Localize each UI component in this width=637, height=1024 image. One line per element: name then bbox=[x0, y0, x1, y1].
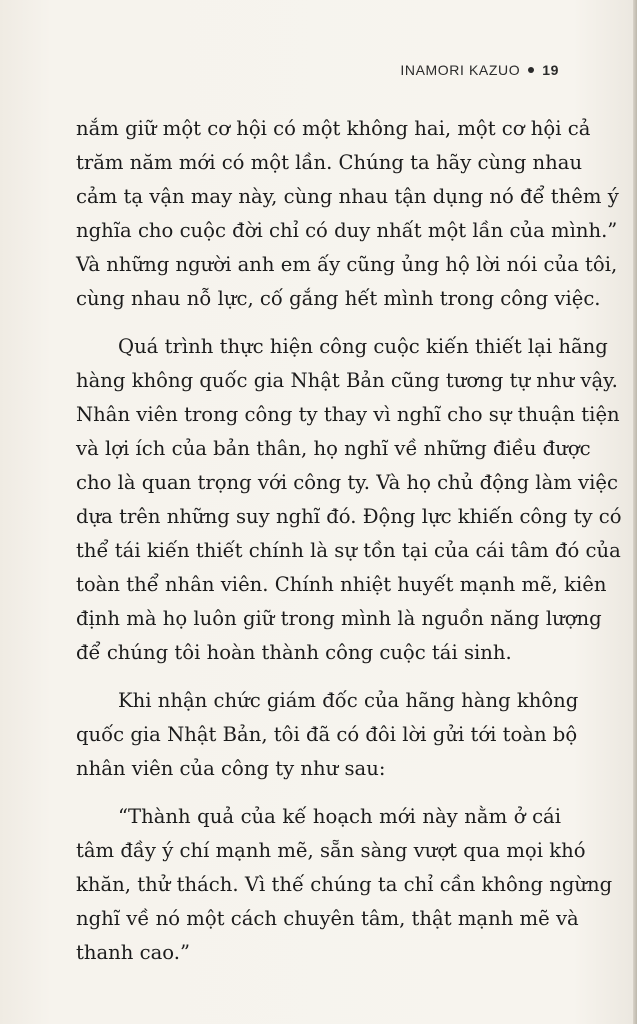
paragraph bbox=[76, 330, 622, 670]
text-line: tâm đầy ý chí mạnh mẽ, sẵn sàng vượt qua mọi khó bbox=[76, 839, 586, 862]
text-line: nghĩ về nó một cách chuyên tâm, thật mạnh mẽ và bbox=[76, 907, 579, 930]
page-number: 19 bbox=[542, 62, 559, 78]
text-line: nắm giữ một cơ hội có một không hai, một cơ hội cả bbox=[76, 117, 591, 140]
text-line: “Thành quả của kế hoạch mới này nằm ở cái bbox=[118, 805, 561, 828]
text-line: thanh cao.” bbox=[76, 941, 190, 964]
text-line: cùng nhau nỗ lực, cố gắng hết mình trong công việc. bbox=[76, 287, 601, 310]
bullet-dot-icon bbox=[528, 67, 534, 73]
page-edge bbox=[633, 0, 637, 1024]
text-line: dựa trên những suy nghĩ đó. Động lực khiến công ty có bbox=[76, 505, 622, 528]
paragraph bbox=[76, 112, 619, 316]
text-line: định mà họ luôn giữ trong mình là nguồn năng lượng bbox=[76, 607, 602, 630]
text-line: quốc gia Nhật Bản, tôi đã có đôi lời gửi tới toàn bộ bbox=[76, 723, 578, 746]
paragraph bbox=[76, 800, 613, 970]
text-line: Khi nhận chức giám đốc của hãng hàng không bbox=[118, 689, 579, 712]
author-name: INAMORI KAZUO bbox=[400, 62, 521, 78]
text-line: và lợi ích của bản thân, họ nghĩ về những điều được bbox=[76, 437, 591, 460]
text-line: thể tái kiến thiết chính là sự tồn tại của cái tâm đó của bbox=[76, 539, 621, 562]
text-line: cho là quan trọng với công ty. Và họ chủ động làm việc bbox=[76, 471, 618, 494]
text-line: cảm tạ vận may này, cùng nhau tận dụng nó để thêm ý bbox=[76, 185, 619, 208]
text-line: toàn thể nhân viên. Chính nhiệt huyết mạnh mẽ, kiên bbox=[76, 573, 607, 596]
paragraph bbox=[76, 684, 579, 786]
text-line: khăn, thử thách. Vì thế chúng ta chỉ cần không ngừng bbox=[76, 873, 613, 896]
body-text bbox=[76, 112, 622, 984]
text-line: để chúng tôi hoàn thành công cuộc tái sinh. bbox=[76, 641, 512, 664]
text-line: Và những người anh em ấy cũng ủng hộ lời nói của tôi, bbox=[76, 253, 618, 276]
text-line: nhân viên của công ty như sau: bbox=[76, 757, 386, 780]
text-line: trăm năm mới có một lần. Chúng ta hãy cùng nhau bbox=[76, 151, 583, 174]
running-header bbox=[400, 62, 559, 78]
text-line: Quá trình thực hiện công cuộc kiến thiết lại hãng bbox=[118, 335, 608, 358]
text-line: nghĩa cho cuộc đời chỉ có duy nhất một lần của mình.” bbox=[76, 219, 618, 242]
text-line: hàng không quốc gia Nhật Bản cũng tương tự như vậy. bbox=[76, 369, 618, 392]
text-line: Nhân viên trong công ty thay vì nghĩ cho sự thuận tiện bbox=[76, 403, 620, 426]
